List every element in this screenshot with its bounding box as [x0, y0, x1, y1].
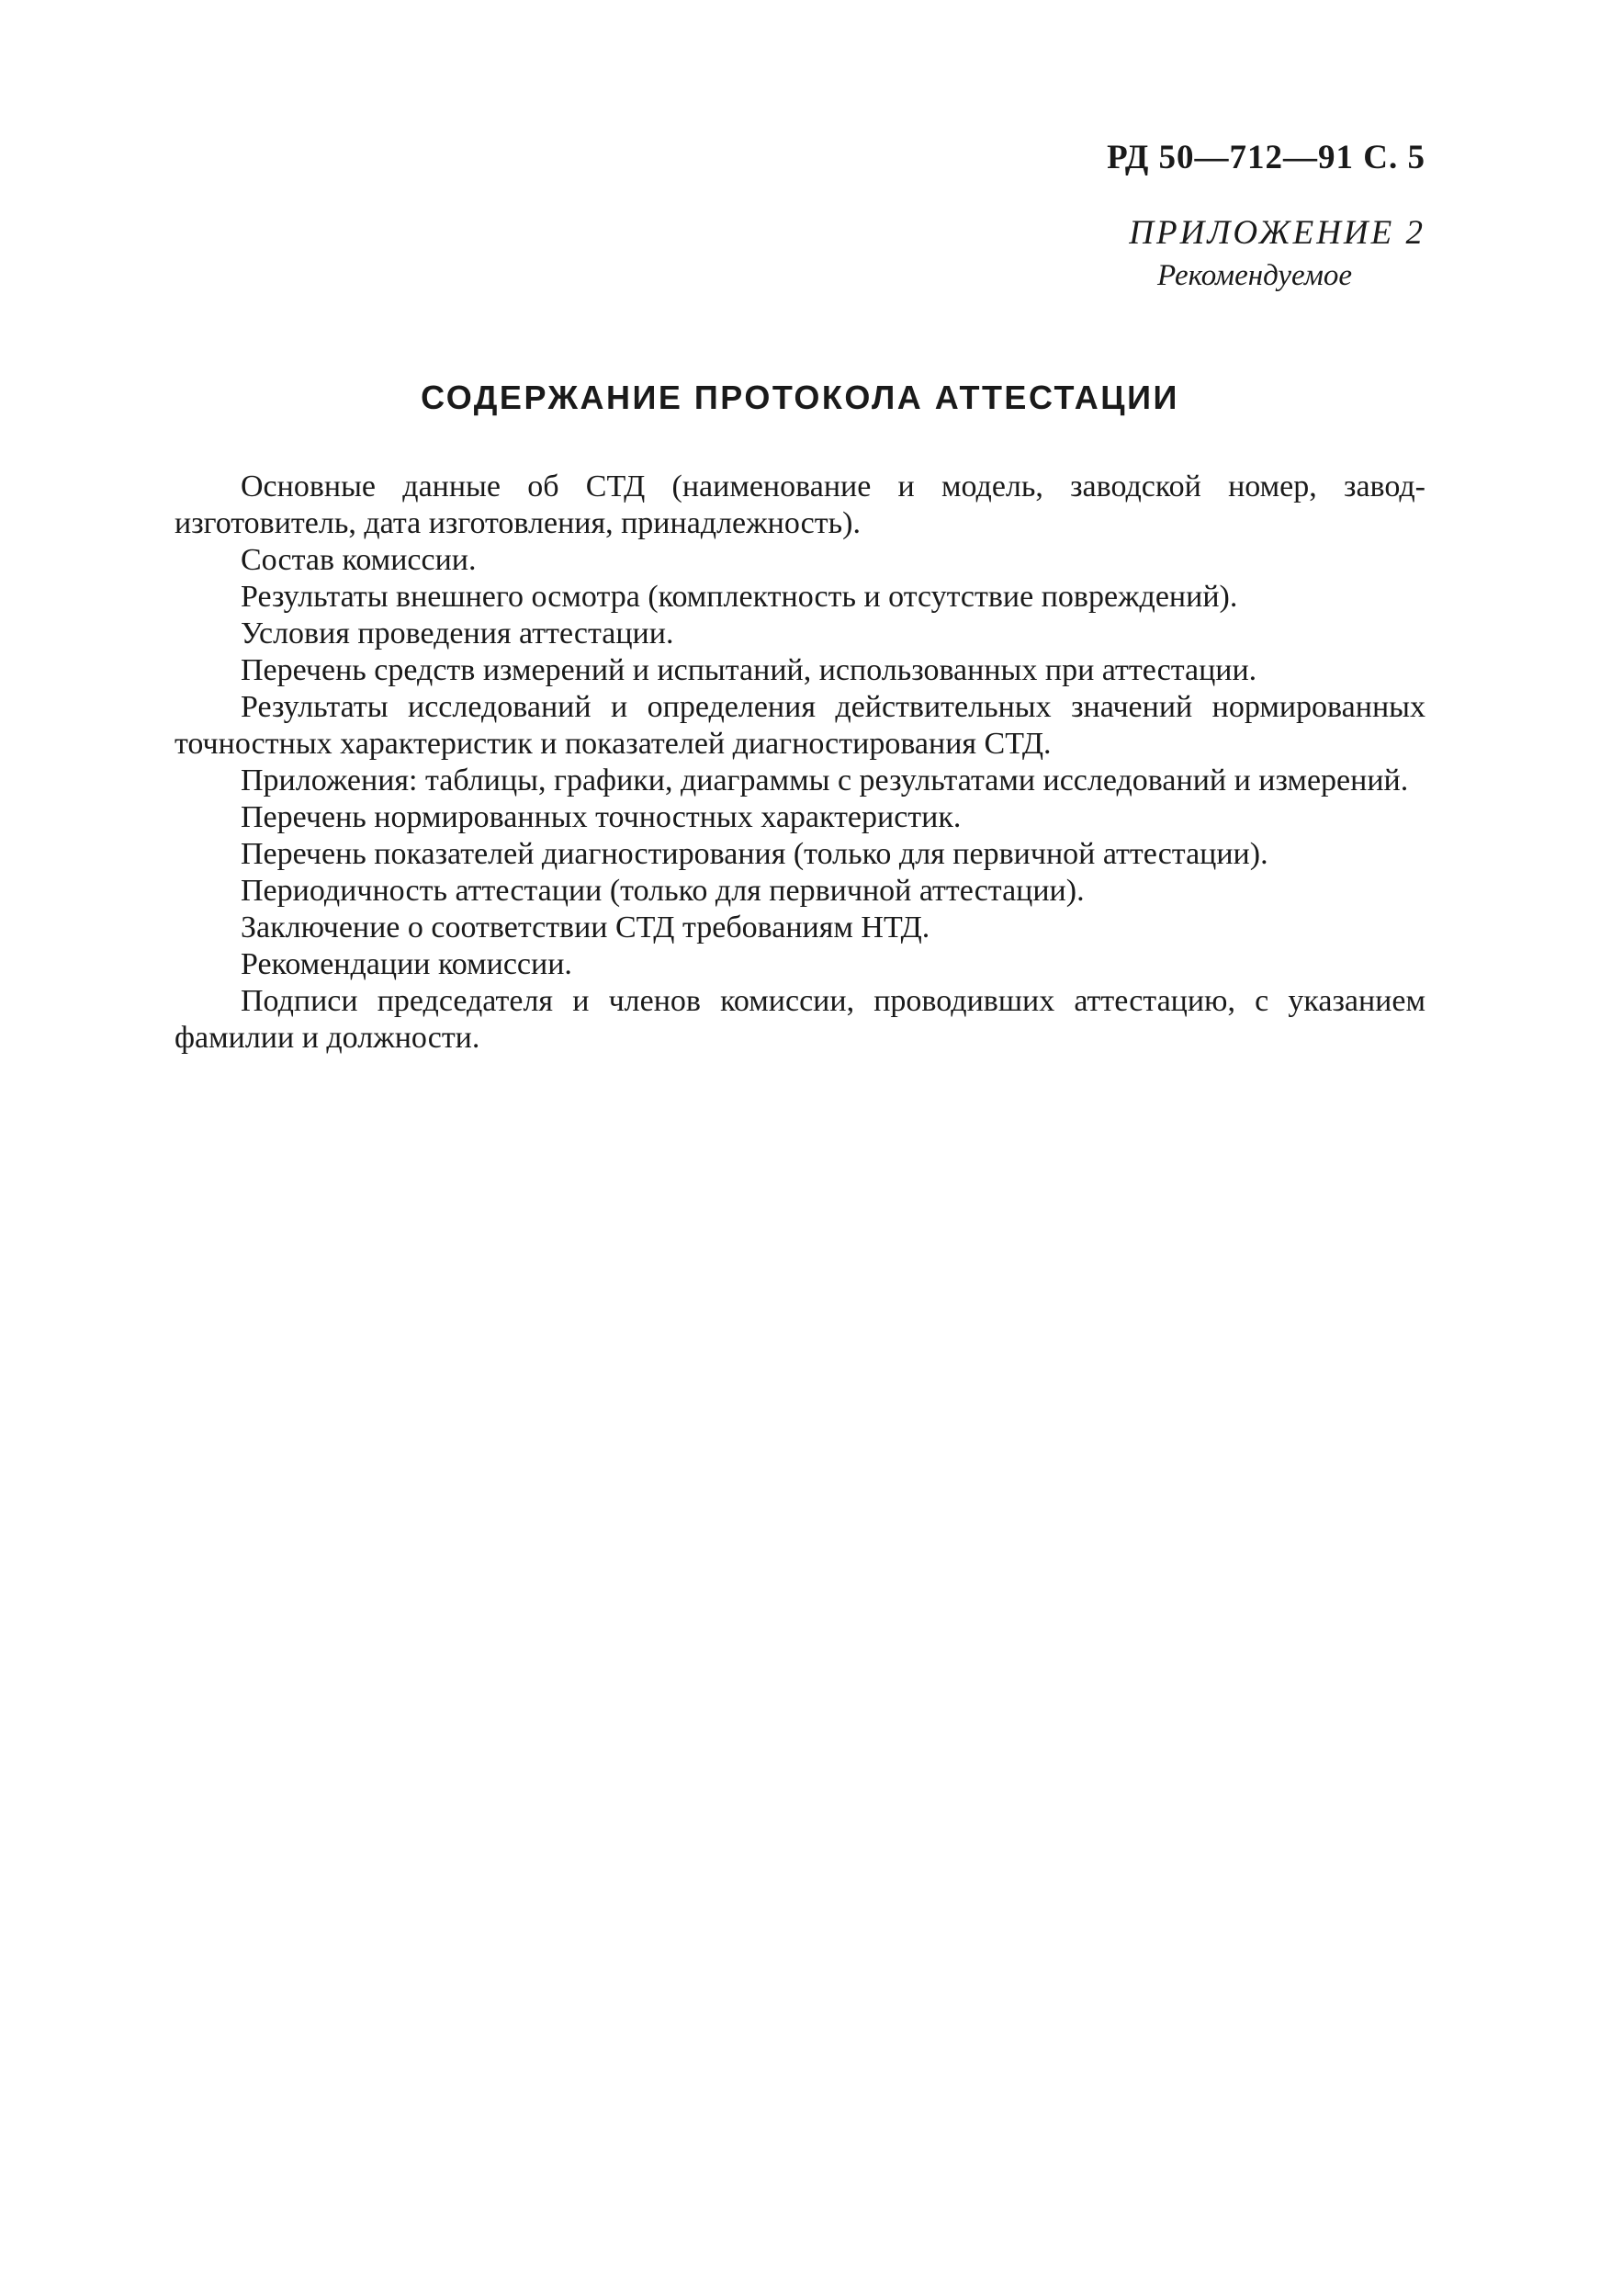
protocol-contents — [175, 469, 1425, 1057]
paragraph-conditions: Условия проведения аттестации. — [241, 616, 674, 650]
paragraph-signatures: Подписи председателя и членов комиссии, проводивших аттестацию, с указанием фамилии и должности. — [175, 984, 1425, 1055]
appendix-block — [1122, 211, 1425, 296]
paragraph-inspection: Результаты внешнего осмотра (комплектность и отсутствие повреждений). — [241, 580, 1238, 614]
paragraph-attachments: Приложения: таблицы, графики, диаграммы с результатами исследований и измерений. — [241, 763, 1409, 797]
paragraph-commission: Состав комиссии. — [241, 543, 477, 577]
paragraph-diagnostic-list: Перечень показателей диагностирования (только для первичной аттестации). — [241, 837, 1268, 871]
paragraph-results: Результаты исследований и определения действительных значений нормированных точностных характеристик и показателей диагностирования СТД. — [175, 690, 1425, 761]
paragraph-conclusion: Заключение о соответствии СТД требованиям НТД. — [241, 910, 930, 944]
appendix-status: Рекомендуемое — [1157, 259, 1353, 292]
paragraph-periodicity: Периодичность аттестации (только для первичной аттестации). — [241, 874, 1085, 908]
appendix-label: ПРИЛОЖЕНИЕ 2 — [1129, 214, 1425, 252]
paragraph-basic-data: Основные данные об СТД (наименование и модель, заводской номер, завод-изготовитель, дата изготовления, принадлежность). — [175, 469, 1425, 540]
page-header: РД 50—712—91 С. 5 — [1107, 139, 1425, 176]
paragraph-instruments: Перечень средств измерений и испытаний, использованных при аттестации. — [241, 653, 1257, 687]
paragraph-accuracy-list: Перечень нормированных точностных характеристик. — [241, 800, 962, 834]
document-title: СОДЕРЖАНИЕ ПРОТОКОЛА АТТЕСТАЦИИ — [421, 379, 1179, 416]
paragraph-recommendations: Рекомендации комиссии. — [241, 947, 572, 981]
